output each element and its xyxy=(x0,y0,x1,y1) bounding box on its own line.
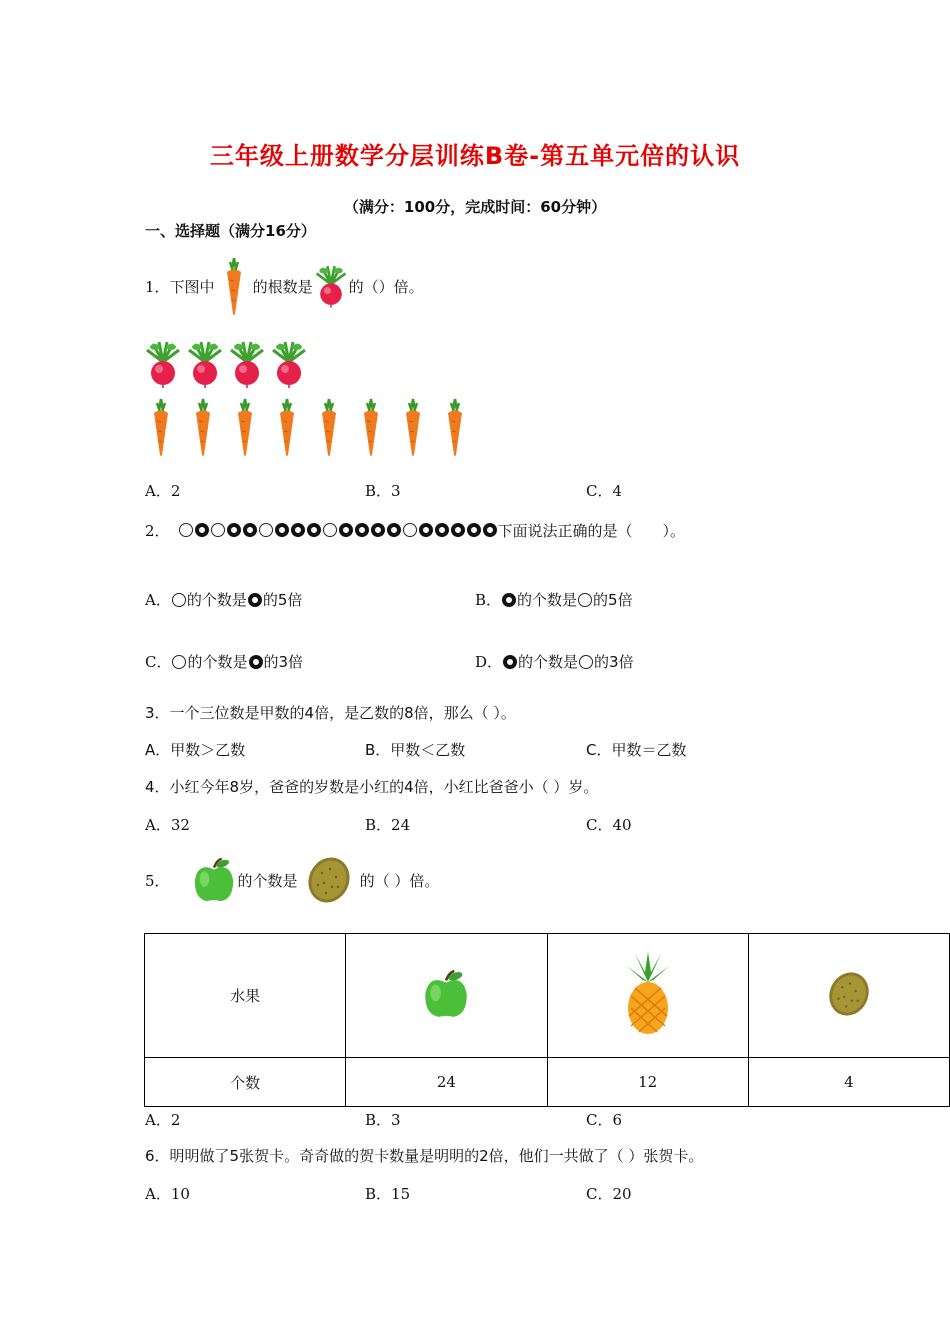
table-row-label: 个数 xyxy=(145,1058,346,1107)
question-number: 5． xyxy=(145,871,170,890)
carrot-icon xyxy=(443,397,467,457)
hollow-circle-icon xyxy=(211,523,225,537)
page-subtitle: （满分：100分，完成时间：60分钟） xyxy=(343,198,607,216)
carrot-icon xyxy=(401,397,425,457)
page-title: 三年级上册数学分层训练B卷-第五单元倍的认识 xyxy=(209,142,741,170)
carrot-icon xyxy=(317,397,341,457)
apple-count: 24 xyxy=(346,1058,547,1107)
question-text: 的（ ）倍。 xyxy=(359,871,440,890)
option-b[interactable]: B． 的个数是 的5倍 xyxy=(475,591,633,609)
question-number: 2． xyxy=(145,521,170,540)
thick-ring-icon xyxy=(249,655,263,669)
thick-ring-icon xyxy=(483,523,497,537)
hollow-circle-icon xyxy=(179,523,193,537)
carrot-icon xyxy=(233,397,257,457)
question-2 xyxy=(145,517,685,543)
question-number: 1． xyxy=(145,277,170,296)
table-row xyxy=(145,934,950,1058)
radish-icon xyxy=(227,340,267,388)
option-c[interactable]: C．40 xyxy=(586,816,632,834)
thick-ring-icon xyxy=(291,523,305,537)
pineapple-count: 12 xyxy=(547,1058,748,1107)
carrot-icon xyxy=(191,397,215,457)
pineapple-icon xyxy=(623,952,673,1036)
carrot-icon xyxy=(275,397,299,457)
table-header-cell: 水果 xyxy=(145,934,346,1058)
option-c[interactable]: C． 的个数是 的3倍 xyxy=(145,653,304,671)
apple-icon xyxy=(190,856,238,904)
option-a[interactable]: A．32 xyxy=(145,816,190,834)
option-c[interactable]: C．甲数＝乙数 xyxy=(586,741,687,759)
apple-icon xyxy=(420,968,472,1020)
carrot-icon xyxy=(149,397,173,457)
carrot-icon xyxy=(359,397,383,457)
thick-ring-icon xyxy=(248,593,262,607)
option-c[interactable]: C．6 xyxy=(586,1111,623,1129)
thick-ring-icon xyxy=(419,523,433,537)
thick-ring-icon xyxy=(502,593,516,607)
thick-ring-icon xyxy=(435,523,449,537)
thick-ring-icon xyxy=(243,523,257,537)
circle-sequence xyxy=(178,523,498,537)
kiwi-icon xyxy=(825,970,873,1018)
question-text: 下图中 xyxy=(169,277,215,296)
thick-ring-icon xyxy=(339,523,353,537)
option-a[interactable]: A．10 xyxy=(145,1185,190,1203)
option-c[interactable]: C．20 xyxy=(586,1185,632,1203)
question-text: 的根数是 xyxy=(252,277,313,296)
option-b[interactable]: B．甲数＜乙数 xyxy=(365,741,466,759)
hollow-circle-icon xyxy=(579,655,593,669)
hollow-circle-icon xyxy=(259,523,273,537)
kiwi-cell xyxy=(748,934,949,1058)
radish-icon xyxy=(269,340,309,388)
thick-ring-icon xyxy=(503,655,517,669)
hollow-circle-icon xyxy=(172,593,186,607)
thick-ring-icon xyxy=(355,523,369,537)
radish-icon xyxy=(313,263,349,309)
hollow-circle-icon xyxy=(403,523,417,537)
pineapple-cell xyxy=(547,934,748,1058)
kiwi-icon xyxy=(304,855,354,905)
kiwi-count: 4 xyxy=(748,1058,949,1107)
question-4: 4．小红今年8岁，爸爸的岁数是小红的4倍，小红比爸爸小（ ）岁。 xyxy=(145,778,599,796)
question-text: 的（）倍。 xyxy=(348,277,424,296)
option-b[interactable]: B．3 xyxy=(365,1111,401,1129)
option-a[interactable]: A．2 xyxy=(145,482,181,500)
question-text: 下面说法正确的是（ ）。 xyxy=(497,521,686,540)
option-d[interactable]: D． 的个数是 的3倍 xyxy=(475,653,634,671)
table-row xyxy=(145,1058,950,1107)
thick-ring-icon xyxy=(451,523,465,537)
question-5 xyxy=(145,854,439,906)
question-6: 6．明明做了5张贺卡。奇奇做的贺卡数量是明明的2倍，他们一共做了（ ）张贺卡。 xyxy=(145,1147,704,1165)
question-3: 3．一个三位数是甲数的4倍，是乙数的8倍，那么（ ）。 xyxy=(145,704,516,722)
hollow-circle-icon xyxy=(578,593,592,607)
fruit-table xyxy=(144,933,950,1107)
section-heading: 一、选择题（满分16分） xyxy=(145,222,316,240)
apple-cell xyxy=(346,934,547,1058)
option-b[interactable]: B．3 xyxy=(365,482,401,500)
thick-ring-icon xyxy=(371,523,385,537)
hollow-circle-icon xyxy=(172,655,186,669)
thick-ring-icon xyxy=(195,523,209,537)
option-b[interactable]: B．15 xyxy=(365,1185,411,1203)
option-a[interactable]: A．2 xyxy=(145,1111,181,1129)
option-c[interactable]: C．4 xyxy=(586,482,623,500)
option-a[interactable]: A． 的个数是 的5倍 xyxy=(145,591,303,609)
hollow-circle-icon xyxy=(323,523,337,537)
question-text: 的个数是 xyxy=(237,871,298,890)
thick-ring-icon xyxy=(275,523,289,537)
thick-ring-icon xyxy=(227,523,241,537)
radish-icon xyxy=(185,340,225,388)
radish-icon xyxy=(143,340,183,388)
question-1 xyxy=(145,256,424,316)
thick-ring-icon xyxy=(307,523,321,537)
carrot-icon xyxy=(221,256,247,316)
thick-ring-icon xyxy=(387,523,401,537)
option-a[interactable]: A．甲数＞乙数 xyxy=(145,741,246,759)
thick-ring-icon xyxy=(467,523,481,537)
option-b[interactable]: B．24 xyxy=(365,816,411,834)
